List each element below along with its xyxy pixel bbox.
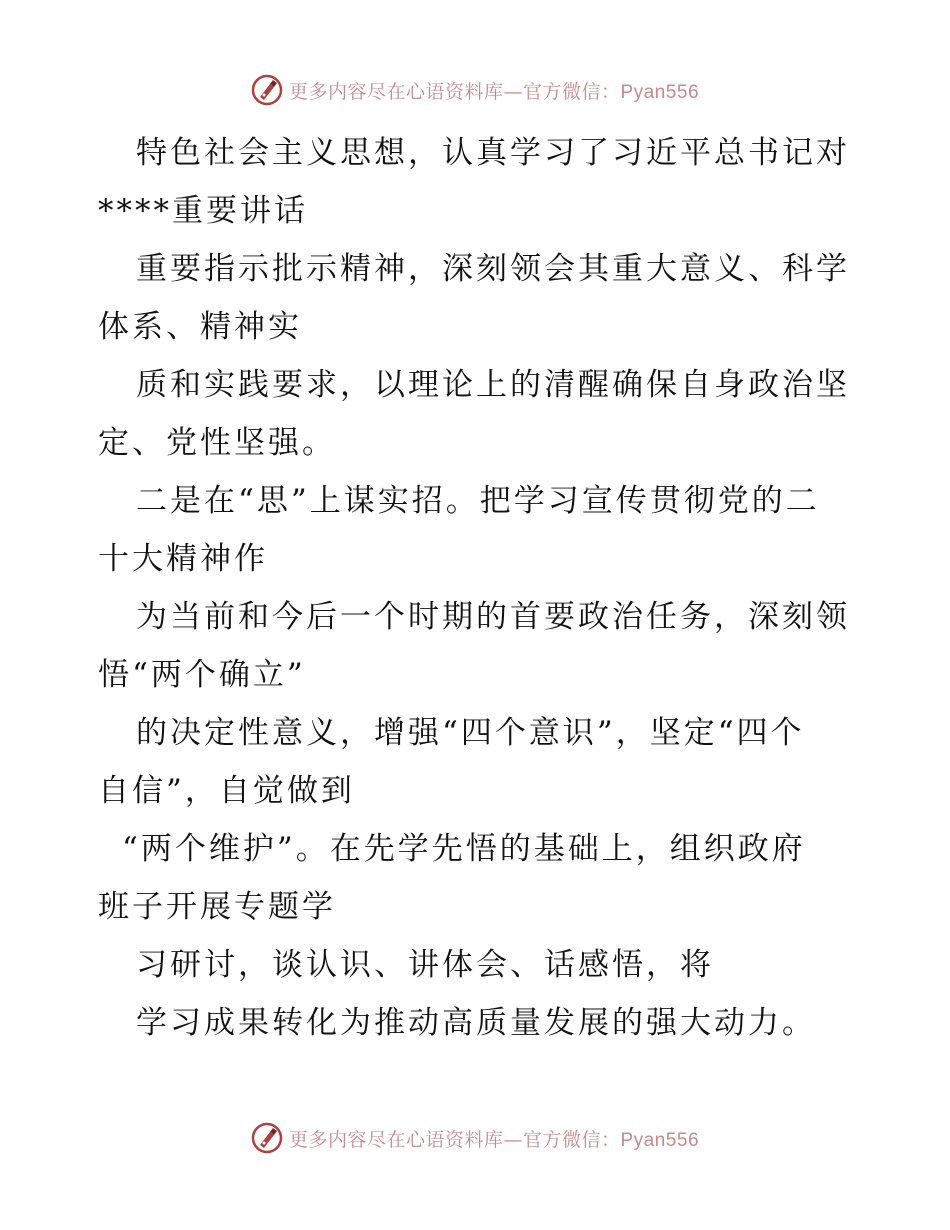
fountain-pen-logo-icon — [251, 74, 283, 106]
text-line: 质和实践要求，以理论上的清醒确保自身政治坚 — [136, 367, 850, 403]
text-line: 特色社会主义思想，认真学习了习近平总书记对 — [136, 135, 850, 171]
text-line: 定、党性坚强。 — [98, 425, 336, 461]
text-line: 班子开展专题学 — [98, 889, 336, 925]
text-line: 的决定性意义，增强“四个意识”，坚定“四个 — [136, 715, 805, 751]
text-line: 自信”，自觉做到 — [98, 773, 355, 809]
watermark-text: 更多内容尽在心语资料库—官方微信：Pyan556 — [288, 1128, 700, 1151]
text-line: 学习成果转化为推动高质量发展的强大动力。 — [136, 1005, 816, 1041]
text-line: 二是在“思”上谋实招。把学习宣传贯彻党的二 — [136, 483, 820, 519]
text-line: 为当前和今后一个时期的首要政治任务，深刻领 — [136, 599, 850, 635]
footer-watermark — [0, 1118, 950, 1158]
text-line: 十大精神作 — [98, 541, 268, 577]
watermark-text: 更多内容尽在心语资料库—官方微信：Pyan556 — [288, 80, 700, 103]
text-line: 习研讨，谈认识、讲体会、话感悟，将 — [136, 947, 714, 983]
header-watermark — [0, 70, 950, 110]
text-line: 悟“两个确立” — [98, 657, 306, 693]
text-line: ****重要讲话 — [98, 193, 308, 229]
document-body — [98, 124, 858, 1052]
text-line: 体系、精神实 — [98, 309, 302, 345]
fountain-pen-logo-icon — [251, 1122, 283, 1154]
text-line: 重要指示批示精神，深刻领会其重大意义、科学 — [136, 251, 850, 287]
text-line: “两个维护”。在先学先悟的基础上，组织政府 — [122, 831, 806, 867]
